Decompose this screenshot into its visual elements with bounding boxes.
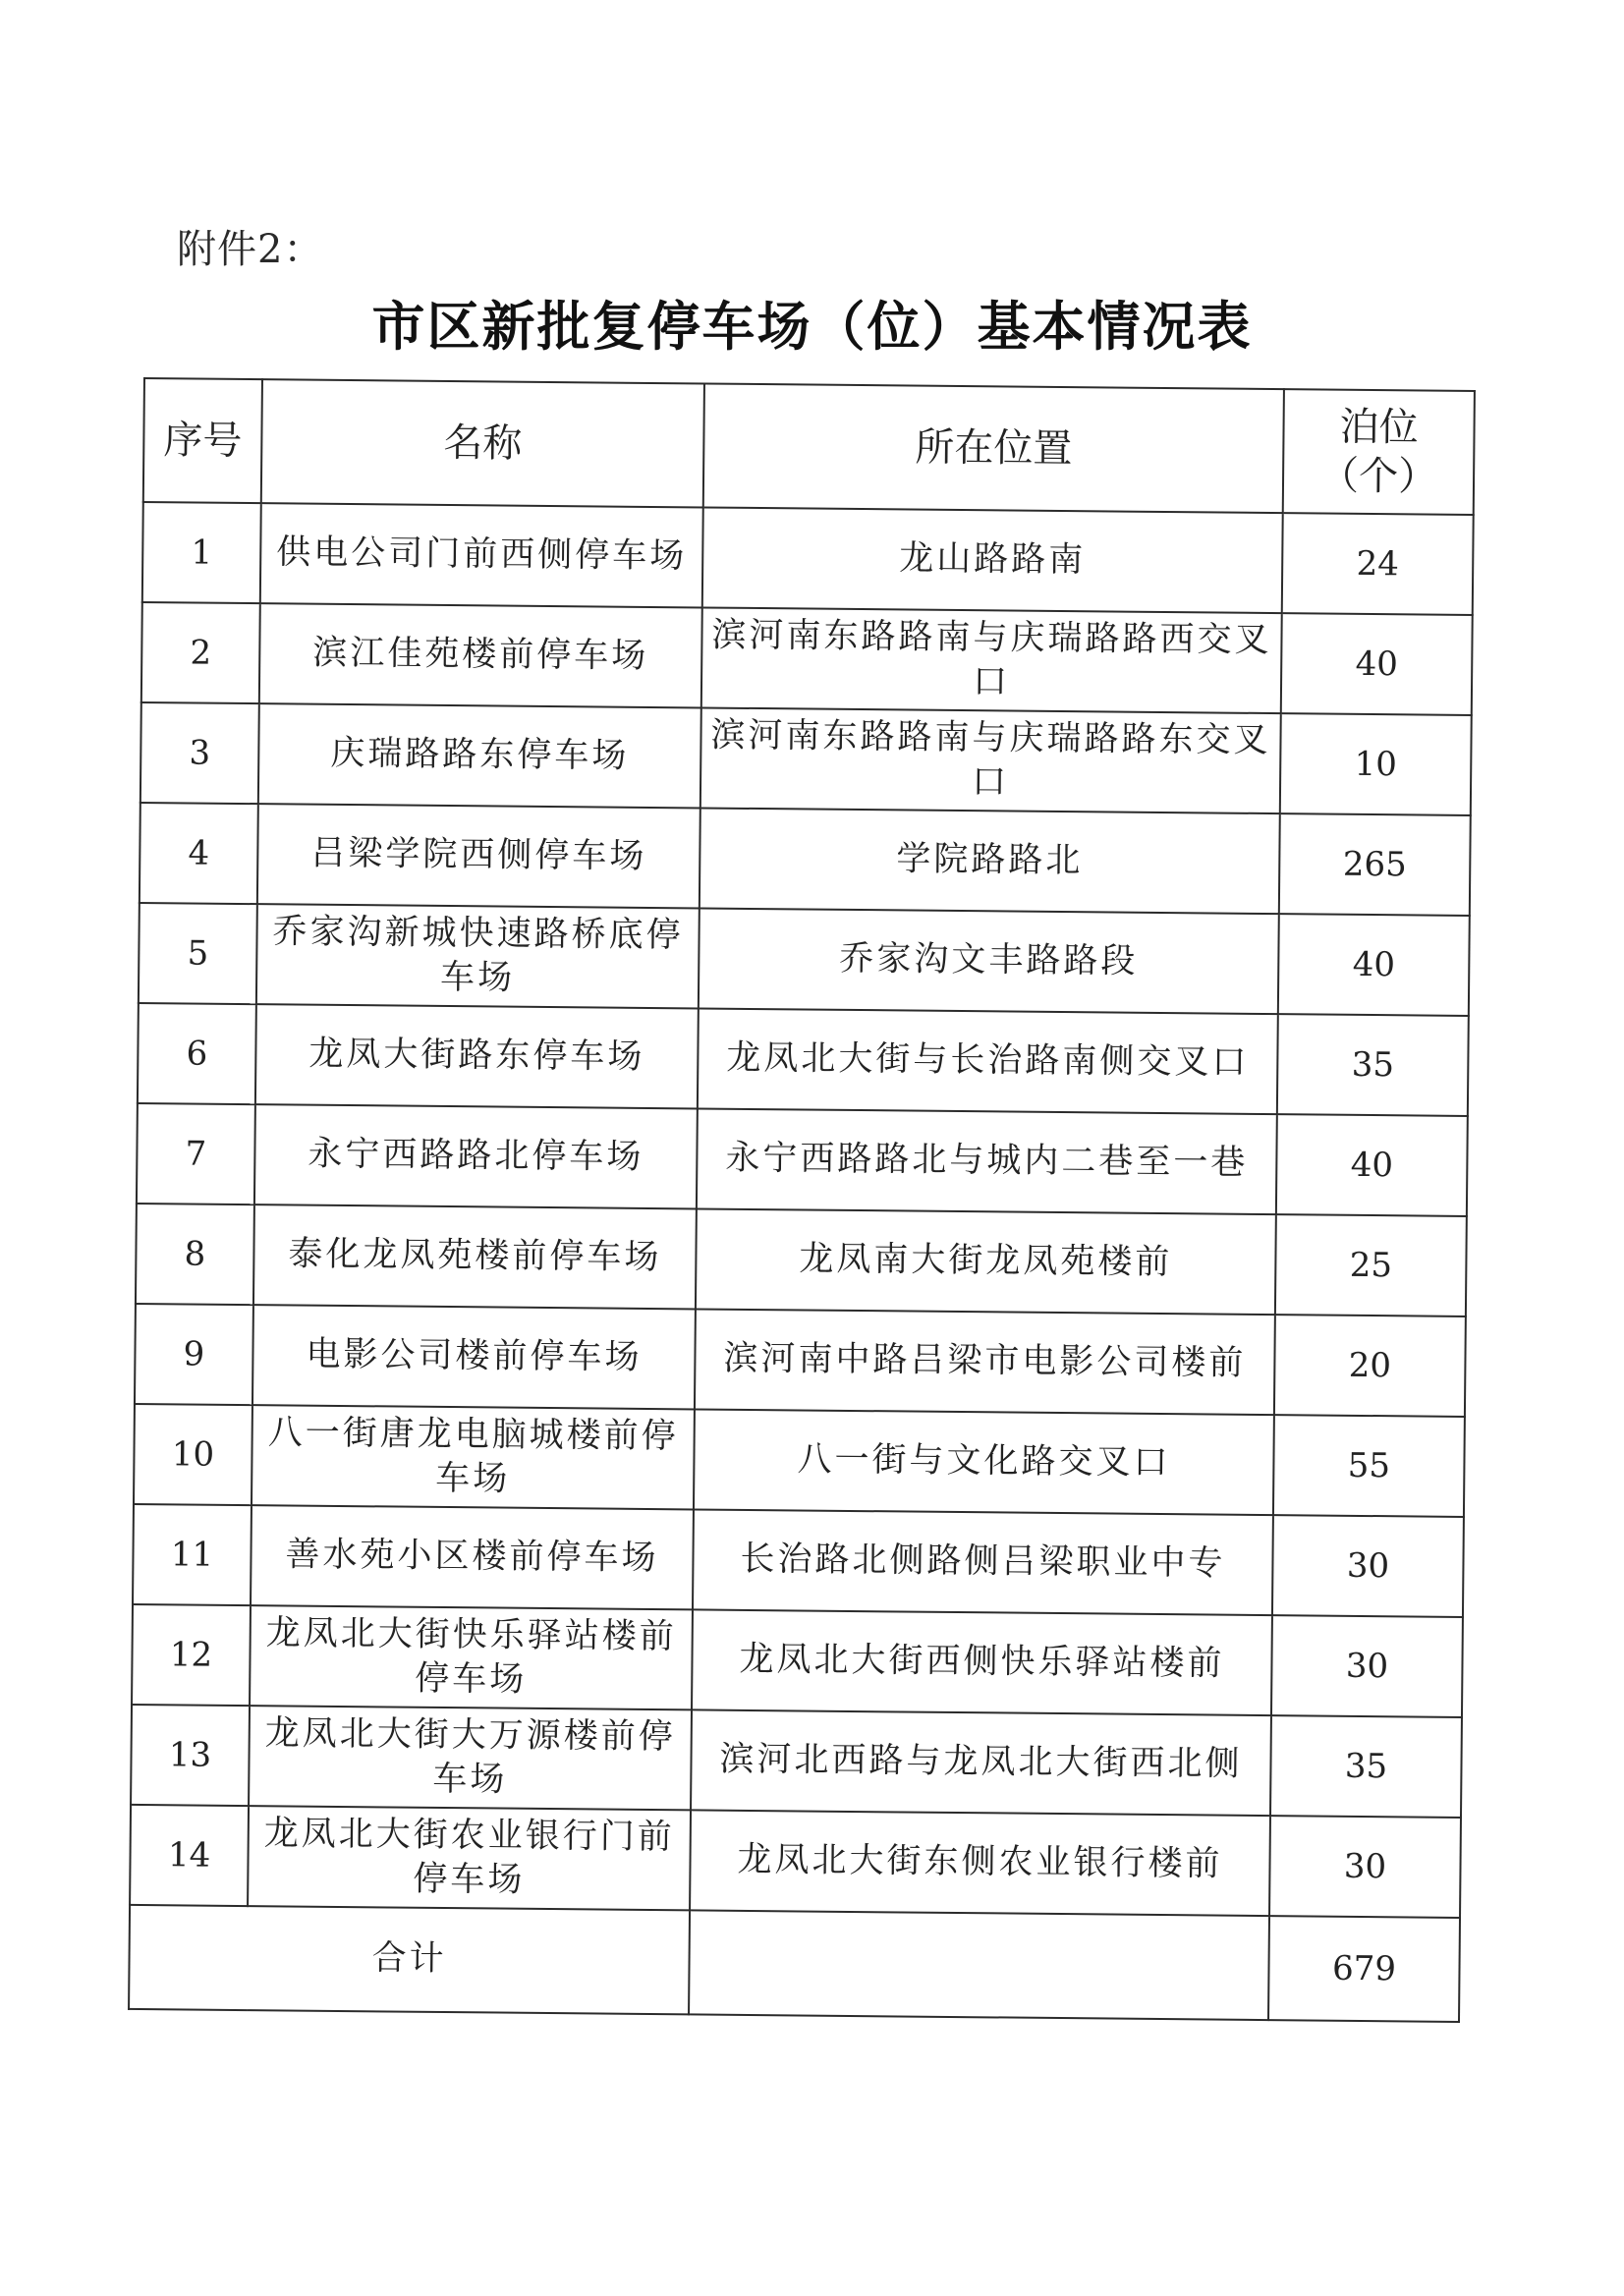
row-spaces: 40 [1278, 914, 1470, 1016]
header-spaces [1283, 389, 1475, 515]
table-row [134, 1404, 1465, 1517]
row-seq: 3 [140, 702, 259, 804]
row-spaces: 265 [1279, 813, 1471, 916]
row-name: 龙凤北大街大万源楼前停车场 [249, 1706, 692, 1810]
row-name: 龙凤北大街农业银行门前停车场 [248, 1806, 691, 1910]
row-seq: 9 [135, 1304, 253, 1405]
row-seq: 2 [141, 602, 260, 703]
header-name: 名称 [261, 379, 704, 507]
row-spaces: 35 [1277, 1014, 1469, 1116]
row-name: 泰化龙凤苑楼前停车场 [253, 1204, 697, 1309]
parking-table [128, 377, 1476, 2023]
table-row [140, 803, 1471, 916]
total-spaces: 679 [1268, 1916, 1460, 2022]
total-location [689, 1910, 1269, 2020]
row-seq: 5 [139, 903, 257, 1004]
table-row [141, 602, 1473, 715]
row-seq: 7 [137, 1103, 255, 1204]
row-spaces: 10 [1280, 713, 1472, 815]
table-row [136, 1204, 1467, 1316]
parking-table-wrapper [128, 377, 1474, 2030]
header-seq: 序号 [143, 378, 262, 503]
row-location: 滨河北西路与龙凤北大街西北侧 [691, 1709, 1271, 1816]
row-name: 龙凤大街路东停车场 [255, 1004, 699, 1108]
row-spaces: 24 [1282, 513, 1474, 615]
row-location: 学院路路北 [700, 808, 1280, 914]
table-row [130, 1805, 1461, 1918]
row-spaces: 30 [1269, 1816, 1461, 1918]
row-name: 庆瑞路路东停车场 [258, 703, 701, 808]
table-row [133, 1504, 1464, 1617]
row-seq: 4 [140, 803, 258, 904]
row-name: 龙凤北大街快乐驿站楼前停车场 [250, 1605, 693, 1709]
row-seq: 11 [133, 1504, 252, 1605]
row-name: 八一街唐龙电脑城楼前停车场 [252, 1405, 695, 1509]
row-name: 供电公司门前西侧停车场 [260, 503, 703, 607]
row-spaces: 35 [1270, 1715, 1462, 1818]
row-spaces: 40 [1281, 613, 1473, 715]
table-row [139, 903, 1470, 1016]
row-spaces: 40 [1276, 1114, 1468, 1216]
row-location: 龙凤北大街与长治路南侧交叉口 [698, 1008, 1278, 1114]
row-name: 乔家沟新城快速路桥底停车场 [256, 904, 700, 1008]
row-seq: 14 [130, 1805, 249, 1906]
header-location: 所在位置 [703, 383, 1284, 513]
total-row [129, 1905, 1460, 2022]
row-location: 龙凤南大街龙凤苑楼前 [696, 1208, 1276, 1315]
row-spaces: 55 [1273, 1415, 1465, 1517]
row-location: 滨河南东路路南与庆瑞路路西交叉口 [701, 607, 1282, 713]
attachment-label: 附件2： [177, 227, 324, 272]
row-spaces: 20 [1274, 1315, 1466, 1417]
row-seq: 12 [132, 1604, 251, 1706]
header-spaces-line2: （个） [1318, 453, 1438, 500]
row-location: 滨河南中路吕梁市电影公司楼前 [695, 1309, 1275, 1415]
row-location: 长治路北侧路侧吕梁职业中专 [693, 1509, 1273, 1615]
row-seq: 8 [136, 1204, 254, 1305]
table-row [131, 1705, 1462, 1818]
row-name: 永宁西路路北停车场 [254, 1104, 698, 1208]
row-name: 滨江佳苑楼前停车场 [259, 603, 702, 707]
row-name: 电影公司楼前停车场 [252, 1305, 696, 1409]
row-location: 滨河南东路路南与庆瑞路路东交叉口 [700, 707, 1281, 813]
table-row [137, 1103, 1468, 1216]
table-row [132, 1604, 1463, 1717]
row-location: 龙凤北大街西侧快乐驿站楼前 [692, 1609, 1272, 1715]
row-spaces: 25 [1275, 1214, 1467, 1316]
row-location: 乔家沟文丰路路段 [699, 908, 1279, 1014]
row-spaces: 30 [1272, 1515, 1464, 1617]
row-location: 龙凤北大街东侧农业银行楼前 [690, 1810, 1270, 1916]
row-name: 吕梁学院西侧停车场 [257, 804, 700, 908]
row-seq: 10 [134, 1404, 252, 1505]
row-seq: 6 [138, 1003, 256, 1104]
row-seq: 13 [131, 1705, 250, 1806]
table-body [130, 502, 1474, 1918]
total-label: 合计 [129, 1905, 690, 2014]
row-spaces: 30 [1271, 1615, 1463, 1717]
table-header-row [143, 378, 1475, 515]
row-location: 龙山路路南 [702, 507, 1283, 613]
row-name: 善水苑小区楼前停车场 [251, 1505, 694, 1609]
table-row [140, 702, 1472, 815]
table-row [135, 1304, 1466, 1417]
row-location: 永宁西路路北与城内二巷至一巷 [697, 1108, 1277, 1214]
row-location: 八一街与文化路交叉口 [694, 1409, 1274, 1515]
header-spaces-line1: 泊位 [1339, 404, 1419, 451]
table-row [142, 502, 1474, 615]
document-title: 市区新批复停车场（位）基本情况表 [371, 295, 1253, 358]
table-row [138, 1003, 1469, 1116]
row-seq: 1 [142, 502, 261, 603]
